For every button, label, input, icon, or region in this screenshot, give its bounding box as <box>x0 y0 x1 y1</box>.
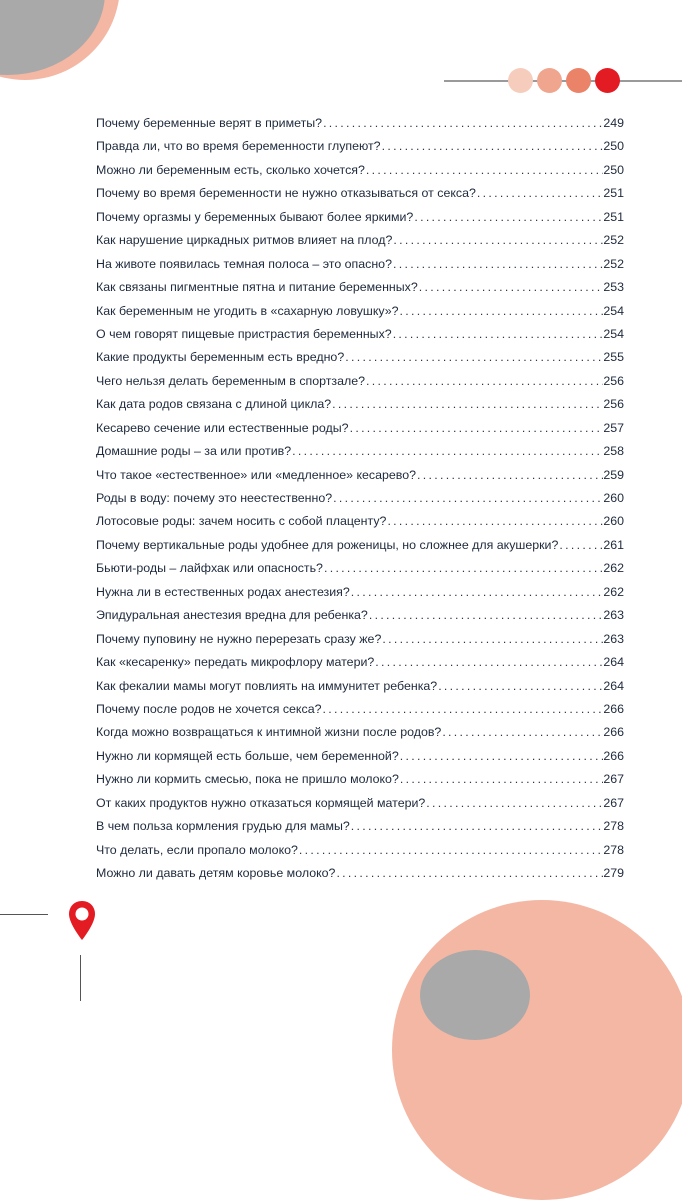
toc-entry-title: Нужно ли кормящей есть больше, чем беременной? <box>96 748 399 763</box>
toc-entry-title: Эпидуральная анестезия вредна для ребенка? <box>96 608 368 623</box>
toc-entry-title: В чем польза кормления грудью для мамы? <box>96 819 350 834</box>
toc-entry <box>96 135 624 158</box>
toc-entry <box>96 487 624 510</box>
toc-entry <box>96 276 624 299</box>
toc-dot-leader <box>399 300 604 323</box>
toc-entry-title: Что делать, если пропало молоко? <box>96 842 298 857</box>
toc-dot-leader <box>437 675 603 698</box>
toc-entry-title: От каких продуктов нужно отказаться кормящей матери? <box>96 795 426 810</box>
toc-dot-leader <box>441 721 603 744</box>
toc-entry-page: 267 <box>603 772 624 787</box>
toc-entry-title: Нужна ли в естественных родах анестезия? <box>96 584 350 599</box>
toc-entry-title: На животе появилась темная полоса – это опасно? <box>96 256 392 271</box>
toc-entry-title: Роды в воду: почему это неестественно? <box>96 491 333 505</box>
toc-dot-leader <box>331 393 603 416</box>
toc-dot-leader <box>291 440 603 463</box>
toc-entry-title: Почему во время беременности не нужно отказываться от секса? <box>96 186 476 201</box>
toc-entry-page: 252 <box>603 256 624 271</box>
toc-dot-leader <box>368 604 603 627</box>
toc-entry-title: Правда ли, что во время беременности глупеют? <box>96 139 381 154</box>
toc-entry-title: Почему после родов не хочется секса? <box>96 701 322 716</box>
toc-entry-title: Почему беременные верят в приметы? <box>96 116 323 130</box>
toc-dot-leader <box>350 815 604 838</box>
toc-entry <box>96 721 624 744</box>
toc-dot-leader <box>399 745 604 768</box>
toc-entry <box>96 792 624 815</box>
toc-entry <box>96 253 624 276</box>
toc-entry-title: Почему оргазмы у беременных бывают более яркими? <box>96 209 414 224</box>
toc-entry-title: Почему вертикальные роды удобнее для роженицы, но сложнее для акушерки? <box>96 537 559 552</box>
toc-entry <box>96 815 624 838</box>
toc-entry <box>96 581 624 604</box>
toc-entry-title: Почему пуповину не нужно перерезать сразу же? <box>96 631 382 646</box>
progress-dot-3 <box>566 68 591 93</box>
toc-entry <box>96 370 624 393</box>
toc-entry <box>96 323 624 346</box>
toc-entry-page: 266 <box>603 701 624 716</box>
toc-entry-title: Домашние роды – за или против? <box>96 444 292 459</box>
toc-entry-page: 249 <box>603 116 624 130</box>
footer-rule <box>0 914 48 915</box>
toc-entry <box>96 768 624 791</box>
toc-entry-title: Как беременным не угодить в «сахарную ловушку»? <box>96 303 399 318</box>
toc-entry-page: 256 <box>603 373 624 388</box>
toc-entry-title: Как фекалии мамы могут повлиять на иммунитет ребенка? <box>96 678 438 693</box>
toc-entry-page: 262 <box>603 584 624 599</box>
toc-entry <box>96 557 624 580</box>
toc-entry-title: Бьюти-роды – лайфхак или опасность? <box>96 561 323 576</box>
toc-entry-page: 264 <box>603 655 624 670</box>
toc-dot-leader <box>365 370 603 393</box>
toc-dot-leader <box>335 862 603 885</box>
toc-dot-leader <box>392 323 604 346</box>
toc-dot-leader <box>418 276 604 299</box>
toc-entry <box>96 440 624 463</box>
toc-entry <box>96 510 624 533</box>
corner-decor-circle-gray-bottom <box>420 950 530 1040</box>
toc-dot-leader <box>298 839 603 862</box>
footer-vertical-rule <box>80 955 81 1001</box>
corner-decor-circle-salmon-bottom <box>392 900 682 1200</box>
toc-dot-leader <box>558 534 603 557</box>
progress-dot-4 <box>595 68 620 93</box>
toc-entry-title: Когда можно возвращаться к интимной жизни после родов? <box>96 725 442 740</box>
toc-entry-page: 258 <box>603 444 624 459</box>
toc-dot-leader <box>350 581 604 604</box>
toc-entry-page: 259 <box>603 467 624 482</box>
toc-entry-title: Какие продукты беременным есть вредно? <box>96 350 345 365</box>
toc-entry-page: 278 <box>603 819 624 834</box>
toc-entry <box>96 229 624 252</box>
toc-entry-title: О чем говорят пищевые пристрастия беременных? <box>96 326 392 341</box>
toc-dot-leader <box>416 464 603 487</box>
toc-entry-title: Как дата родов связана с длиной цикла? <box>96 397 332 412</box>
toc-entry <box>96 628 624 651</box>
toc-dot-leader <box>381 135 604 158</box>
toc-entry-page: 266 <box>603 725 624 740</box>
toc-entry <box>96 300 624 323</box>
toc-entry <box>96 346 624 369</box>
toc-entry-title: Нужно ли кормить смесью, пока не пришло молоко? <box>96 772 399 787</box>
toc-entry-page: 250 <box>603 139 624 154</box>
toc-dot-leader <box>381 628 603 651</box>
header-rule <box>444 80 682 82</box>
toc-entry <box>96 393 624 416</box>
toc-entry-page: 260 <box>603 514 624 529</box>
toc-entry <box>96 651 624 674</box>
toc-entry-title: Лотосовые роды: зачем носить с собой плаценту? <box>96 514 387 529</box>
toc-entry-page: 267 <box>603 795 624 810</box>
toc-entry-page: 252 <box>603 233 624 248</box>
toc-entry-title: Как нарушение циркадных ритмов влияет на плод? <box>96 233 393 248</box>
toc-entry-title: Можно ли беременным есть, сколько хочется? <box>96 162 365 177</box>
toc-dot-leader <box>322 112 603 135</box>
toc-dot-leader <box>332 487 603 510</box>
toc-entry-page: 260 <box>603 491 624 505</box>
toc-entry-page: 266 <box>603 748 624 763</box>
toc-entry-page: 257 <box>603 420 624 435</box>
toc-entry-title: Можно ли давать детям коровье молоко? <box>96 866 336 880</box>
location-pin-icon <box>67 900 97 942</box>
toc-entry-page: 251 <box>603 209 624 224</box>
toc-entry-page: 251 <box>603 186 624 201</box>
toc-entry <box>96 182 624 205</box>
toc-dot-leader <box>386 510 603 533</box>
toc-dot-leader <box>321 698 603 721</box>
toc-entry <box>96 604 624 627</box>
toc-entry-page: 263 <box>603 608 624 623</box>
toc-dot-leader <box>392 253 603 276</box>
progress-dot-1 <box>508 68 533 93</box>
toc-entry-title: Кесарево сечение или естественные роды? <box>96 420 349 435</box>
table-of-contents <box>96 112 624 885</box>
toc-entry <box>96 745 624 768</box>
toc-dot-leader <box>344 346 603 369</box>
toc-entry-title: Как связаны пигментные пятна и питание беременных? <box>96 280 418 295</box>
toc-entry-page: 263 <box>603 631 624 646</box>
progress-dot-2 <box>537 68 562 93</box>
toc-dot-leader <box>323 557 603 580</box>
toc-entry-title: Что такое «естественное» или «медленное» кесарево? <box>96 467 416 482</box>
toc-entry-page: 255 <box>603 350 624 365</box>
toc-entry-page: 253 <box>603 280 624 295</box>
toc-entry <box>96 112 624 135</box>
toc-entry-title: Чего нельзя делать беременным в спортзале? <box>96 373 365 388</box>
toc-entry-page: 278 <box>603 842 624 857</box>
toc-entry-page: 279 <box>603 866 624 880</box>
toc-entry <box>96 675 624 698</box>
toc-entry-page: 261 <box>603 537 624 552</box>
toc-entry <box>96 534 624 557</box>
toc-dot-leader <box>425 792 603 815</box>
toc-entry <box>96 862 624 885</box>
toc-entry <box>96 839 624 862</box>
toc-entry-page: 254 <box>603 303 624 318</box>
toc-entry-title: Как «кесаренку» передать микрофлору матери? <box>96 655 375 670</box>
toc-entry-page: 254 <box>603 326 624 341</box>
toc-entry <box>96 464 624 487</box>
toc-dot-leader <box>392 229 603 252</box>
toc-entry <box>96 206 624 229</box>
toc-dot-leader <box>374 651 603 674</box>
toc-dot-leader <box>349 417 604 440</box>
toc-dot-leader <box>413 206 603 229</box>
toc-entry <box>96 417 624 440</box>
toc-entry-page: 264 <box>603 678 624 693</box>
toc-dot-leader <box>365 159 603 182</box>
toc-entry <box>96 698 624 721</box>
toc-entry-page: 250 <box>603 162 624 177</box>
toc-dot-leader <box>399 768 603 791</box>
toc-dot-leader <box>476 182 603 205</box>
toc-entry-page: 256 <box>603 397 624 412</box>
toc-entry-page: 262 <box>603 561 624 576</box>
toc-entry <box>96 159 624 182</box>
